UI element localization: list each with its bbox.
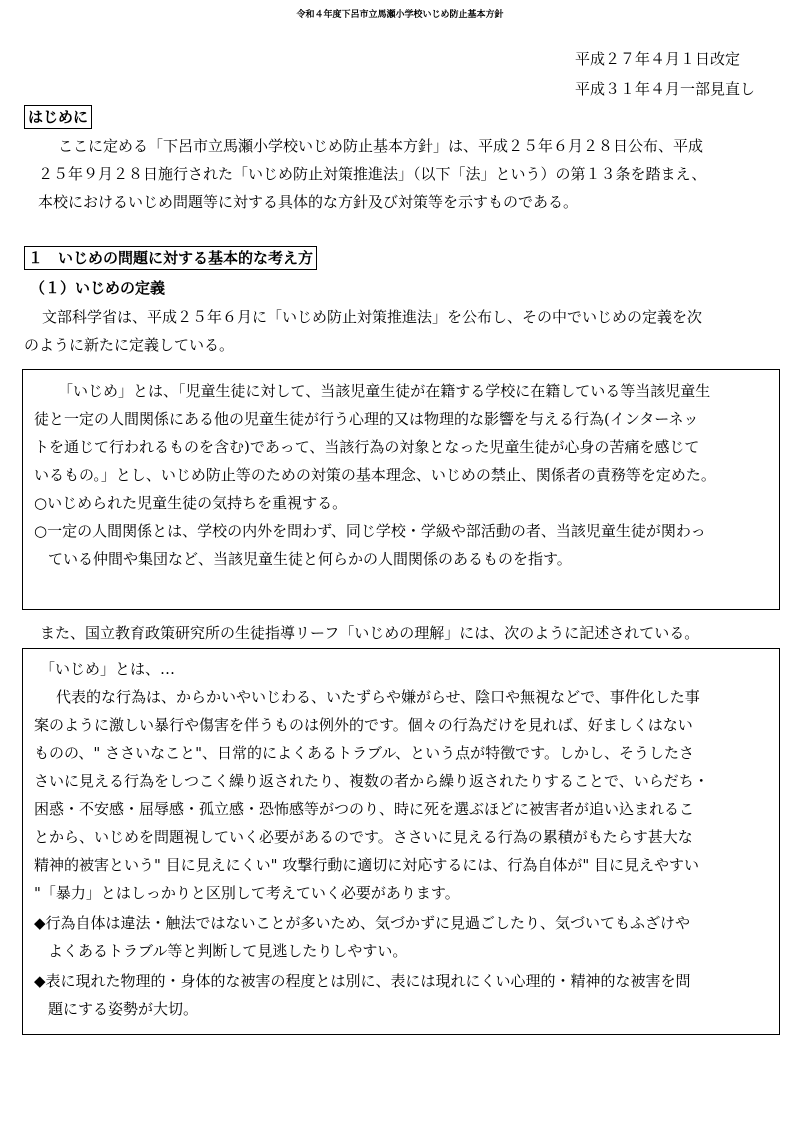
law-definition-bullet: ○いじめられた児童生徒の気持ちを重視する。: [34, 494, 348, 512]
law-definition-line: いるもの。」とし、いじめ防止等のための対策の基本理念、いじめの禁止、関係者の責務等を定めた。: [34, 466, 716, 484]
leaf-quote-bullet: よくあるトラブル等と判断して見逃したりしやすい。: [48, 942, 408, 960]
law-definition-line: 「いじめ」とは、「児童生徒に対して、当該児童生徒が在籍する学校に在籍している等当該児童生: [58, 382, 711, 400]
law-definition-bullet: ている仲間や集団など、当該児童生徒と何らかの人間関係のあるものを指す。: [48, 550, 572, 568]
intro-line: ２５年９月２８日施行された「いじめ防止対策推進法」（以下「法」という）の第１３条を踏まえ、: [38, 165, 707, 183]
leaf-quote-line: 代表的な行為は、からかいやいじわる、いたずらや嫌がらせ、陰口や無視などで、事件化した事: [56, 688, 700, 706]
intro-heading: はじめに: [24, 105, 92, 129]
definition-line: のように新たに定義している。: [24, 336, 235, 354]
leaf-quote-bullet: ◆表に現れた物理的・身体的な被害の程度とは別に、表には現れにくい心理的・精神的な被害を問: [34, 972, 691, 990]
law-definition-line: トを通じて行われるものを含む)であって、当該行為の対象となった児童生徒が心身の苦痛を感じて: [34, 438, 700, 456]
review-date: 平成３１年４月一部見直し: [575, 80, 756, 98]
definition-subheading: （１）いじめの定義: [30, 279, 166, 297]
section1-heading: １ いじめの問題に対する基本的な考え方: [24, 246, 317, 270]
revision-date: 平成２７年４月１日改定: [575, 50, 741, 68]
leaf-quote-line: 精神的被害という" 目に見えにくい" 攻撃行動に適切に対応するには、行為自体が" 目に見えやすい: [34, 856, 700, 874]
leaf-quote-line: "「暴力」とはしっかりと区別して考えていく必要があります。: [34, 884, 460, 902]
leaf-quote-line: ものの、" ささいなこと"、日常的によくあるトラブル、という点が特徴です。しかし、そうしたさ: [34, 744, 694, 762]
between-text: また、国立教育政策研究所の生徒指導リーフ「いじめの理解」には、次のように記述されている。: [40, 624, 700, 642]
intro-line: ここに定める「下呂市立馬瀬小学校いじめ防止基本方針」は、平成２５年６月２８日公布、平成: [58, 137, 704, 155]
definition-line: 文部科学省は、平成２５年６月に「いじめ防止対策推進法」を公布し、その中でいじめの定義を次: [42, 308, 703, 326]
leaf-quote-line: 「いじめ」とは、…: [40, 660, 176, 678]
leaf-quote-bullet: ◆行為自体は違法・触法ではないことが多いため、気づかずに見過ごしたり、気づいてもふざけや: [34, 914, 690, 932]
law-definition-box: [22, 369, 780, 610]
leaf-quote-line: 案のように激しい暴行や傷害を伴うものは例外的です。個々の行為だけを見れば、好ましくはない: [34, 716, 693, 734]
intro-line: 本校におけるいじめ問題等に対する具体的な方針及び対策等を示すものである。: [38, 193, 579, 211]
leaf-quote-bullet: 題にする姿勢が大切。: [48, 1000, 199, 1018]
leaf-quote-line: さいに見える行為をしつこく繰り返されたり、複数の者から繰り返されたりすることで、いらだち・: [34, 772, 709, 790]
law-definition-bullet: ○一定の人間関係とは、学校の内外を問わず、同じ学校・学級や部活動の者、当該児童生徒が関わっ: [34, 522, 706, 540]
law-definition-line: 徒と一定の人間関係にある他の児童生徒が行う心理的又は物理的な影響を与える行為(インターネッ: [34, 410, 699, 428]
leaf-quote-line: とから、いじめを問題視していく必要があるのです。ささいに見える行為の累積がもたらす甚大な: [34, 828, 693, 846]
document-title: 令和４年度下呂市立馬瀬小学校いじめ防止基本方針: [296, 10, 504, 20]
leaf-quote-line: 困惑・不安感・屈辱感・孤立感・恐怖感等がつのり、時に死を選ぶほどに被害者が追い込まれるこ: [34, 800, 695, 818]
